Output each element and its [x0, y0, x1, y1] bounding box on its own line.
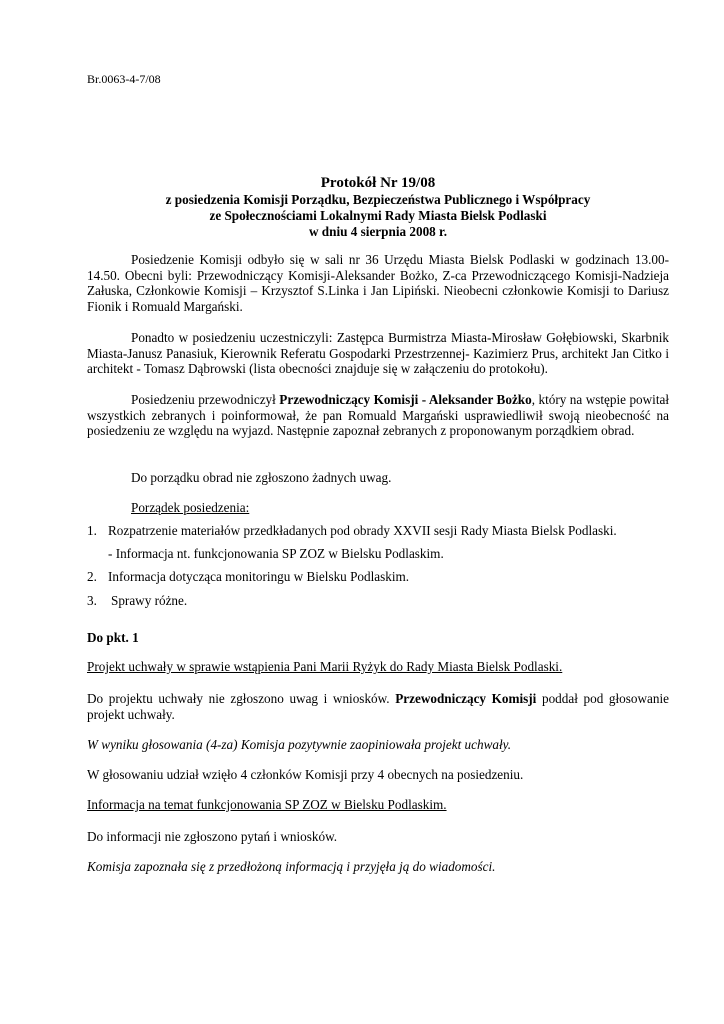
agenda-item-text: - Informacja nt. funkcjonowania SP ZOZ w Bielsku Podlaskim.: [108, 546, 444, 561]
vote-info: W głosowaniu udział wzięło 4 członków Komisji przy 4 obecnych na posiedzeniu.: [87, 767, 524, 782]
chair-name: Przewodniczący Komisji - Aleksander Bożko: [279, 392, 532, 407]
title-line-2: ze Społecznościami Lokalnymi Rady Miasta Bielsk Podlaski: [209, 208, 547, 223]
project-desc-pre: Do projektu uchwały nie zgłoszono uwag i wniosków.: [87, 691, 396, 706]
agenda-item-text: Sprawy różne.: [111, 593, 188, 608]
info-heading: Informacja na temat funkcjonowania SP ZOZ w Bielsku Podlaskim.: [87, 797, 447, 812]
info-description: Do informacji nie zgłoszono pytań i wniosków.: [87, 829, 338, 844]
project-desc-bold: Przewodniczący Komisji: [395, 691, 537, 706]
agenda-heading: Porządek posiedzenia:: [131, 500, 250, 515]
paragraph-no-remarks: Do porządku obrad nie zgłoszono żadnych uwag.: [131, 470, 392, 485]
project-description: [87, 691, 669, 722]
reference-number: Br.0063-4-7/08: [87, 72, 161, 86]
project-heading: Projekt uchwały w sprawie wstąpienia Pani Marii Ryżyk do Rady Miasta Bielsk Podlaski.: [87, 659, 563, 674]
agenda-item-text: Rozpatrzenie materiałów przedkładanych pod obrady XXVII sesji Rady Miasta Bielsk Podlaski.: [108, 523, 617, 538]
chair-text-pre: Posiedzeniu przewodniczył: [131, 392, 280, 407]
chair-text-post: , który na wstępie powitał wszystkich zebranych i poinformował, że pan Romuald Margański usprawiedliwił swoją nieobecność na posiedzeniu ze względu na wyjazd. Następnie zapoznał zebranych z proponowanym porządkiem obrad.: [87, 392, 670, 438]
vote-result: W wyniku głosowania (4-za) Komisja pozytywnie zaopiniowała projekt uchwały.: [87, 737, 512, 752]
section-heading: Do pkt. 1: [87, 630, 139, 645]
project-desc-post: poddał pod głosowanie projekt uchwały.: [87, 691, 669, 722]
paragraph-attendance: Posiedzenie Komisji odbyło się w sali nr 36 Urzędu Miasta Bielsk Podlaski w godzinach 13.00-14.50. Obecni byli: Przewodniczący Komisji-Aleksander Bożko, Z-ca Przewodniczącego Komisji-Nadzieja Załuska, Członkowie Komisji – Krzysztof S.Linka i Jan Lipiński. Nieobecni członkowie Komisji to Dariusz Fionik i Romuald Margański.: [87, 252, 669, 314]
agenda-item-text: Informacja dotycząca monitoringu w Bielsku Podlaskim.: [108, 569, 410, 584]
agenda-item-number: 3.: [87, 593, 97, 608]
page-title: Protokół Nr 19/08: [320, 175, 436, 191]
agenda-item-number: 2.: [87, 569, 97, 584]
info-result: Komisja zapoznała się z przedłożoną informacją i przyjęła ją do wiadomości.: [87, 859, 496, 874]
agenda-item-number: 1.: [87, 523, 97, 538]
paragraph-participants: Ponadto w posiedzeniu uczestniczyli: Zastępca Burmistrza Miasta-Mirosław Gołębiowski, Skarbnik Miasta-Janusz Panasiuk, Kierownik Referatu Gospodarki Przestrzennej- Kazimierz Prus, architekt Jan Citko i architekt - Tomasz Dąbrowski (lista obecności znajduje się w załączeniu do protokołu).: [87, 330, 669, 376]
title-block: [87, 174, 669, 240]
title-line-1: z posiedzenia Komisji Porządku, Bezpieczeństwa Publicznego i Współpracy: [165, 192, 591, 207]
title-line-3: w dniu 4 sierpnia 2008 r.: [308, 224, 447, 239]
paragraph-chair: [87, 392, 669, 439]
